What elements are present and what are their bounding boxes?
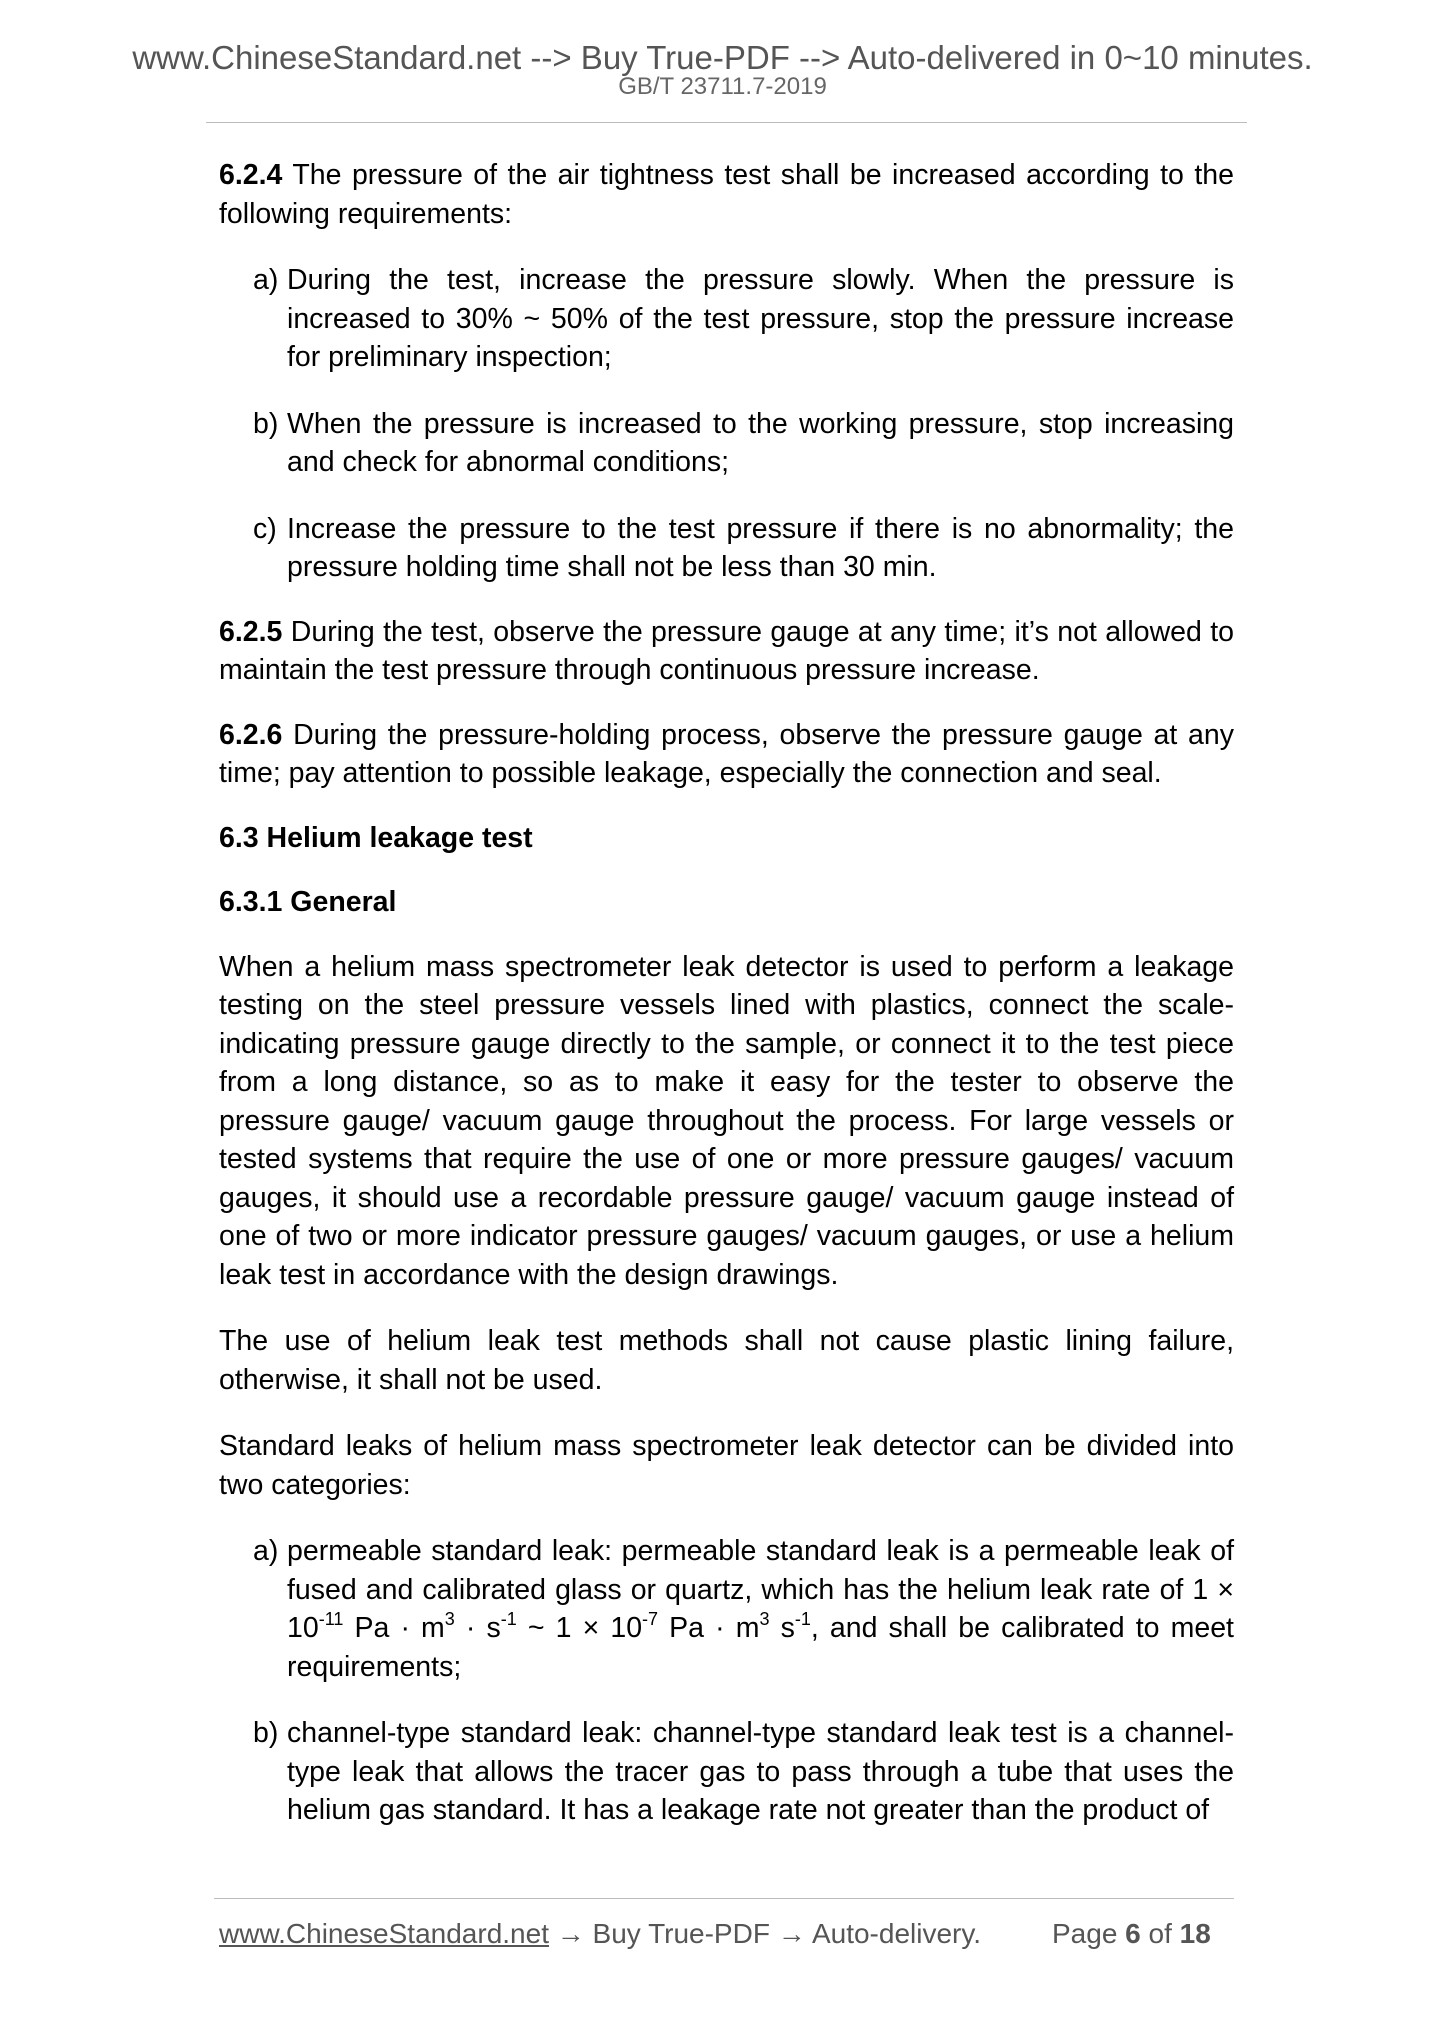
footer-divider [214,1898,1234,1899]
page-of-label: of [1140,1918,1180,1949]
list-text: channel-type standard leak: channel-type standard leak test is a channel-type leak that allows the tracer gas to pass through a tube that uses the helium gas standard. It has a leakage rate not greater than the product of [287,1717,1234,1826]
clause-6-2-4 [219,156,1234,233]
paragraph: The use of helium leak test methods shall not cause plastic lining failure, otherwise, it shall not be used. [219,1325,1234,1396]
section-heading-6-3-1: 6.3.1 General [219,886,397,918]
footer-site-link[interactable]: www.ChineseStandard.net [219,1918,549,1949]
clause-number: 6.2.4 [219,159,283,191]
arrow-icon: → [548,1918,593,1949]
page-number: 6 [1125,1918,1141,1949]
list-text: Increase the pressure to the test pressure if there is no abnormality; the pressure holding time shall not be less than 30 min. [287,512,1234,583]
list-item [219,261,1234,377]
list-label: c) [253,512,277,545]
list-item [219,1532,1234,1686]
clause-number: 6.2.6 [219,718,283,751]
list-item [219,1714,1234,1830]
list-label: a) [253,1535,279,1567]
top-banner[interactable]: www.ChineseStandard.net --> Buy True-PDF --> Auto-delivered in 0~10 minutes. [132,39,1313,76]
footer-auto-text: Auto-delivery. [811,1918,982,1949]
arrow-icon: → [769,1918,812,1949]
clause-text: During the test, observe the pressure gauge at any time; it’s not allowed to maintain the test pressure through continuous pressure increase. [219,615,1234,686]
header-divider [206,122,1247,123]
standard-code: GB/T 23711.7-2019 [618,73,827,100]
list-item [219,405,1234,482]
list-label: b) [253,407,279,440]
page-label: Page [1052,1918,1126,1949]
list-item [219,510,1234,587]
clause-number: 6.2.5 [219,615,283,648]
section-heading-6-3: 6.3 Helium leakage test [219,821,533,854]
paragraph: Standard leaks of helium mass spectrometer leak detector can be divided into two categories: [219,1430,1234,1501]
clause-text: During the pressure-holding process, observe the pressure gauge at any time; pay attention to possible leakage, especially the connection and seal. [219,718,1234,789]
page-total: 18 [1179,1918,1211,1949]
list-text: permeable standard leak: permeable standard leak is a permeable leak of fused and calibrated glass or quartz, which has the helium leak rate of $1 \times 10^{-11}$ $Pa \cdot m^3 \cdot s^{-1}$ ~ $1 \times 10^{-7}$ $Pa \cdot m^3$ $s^{-1}$, and shall be calibrated to meet requirements; [287,1535,1234,1683]
footer-links [219,1917,981,1951]
page-indicator [1052,1917,1211,1951]
clause-text: The pressure of the air tightness test shall be increased according to the following requirements: [219,159,1234,230]
clause-6-2-5 [219,613,1234,690]
list-label: b) [253,1717,279,1749]
list-label: a) [253,264,279,296]
document-body [219,156,1234,1858]
list-text: During the test, increase the pressure slowly. When the pressure is increased to 30% ~ 50% of the test pressure, stop the pressure increase for preliminary inspection; [287,264,1234,373]
footer-buy-text: Buy True-PDF [592,1918,770,1949]
list-text: When the pressure is increased to the working pressure, stop increasing and check for abnormal conditions; [287,407,1234,478]
paragraph: When a helium mass spectrometer leak detector is used to perform a leakage testing on the steel pressure vessels lined with plastics, connect the scale-indicating pressure gauge directly to the sample, or connect it to the test piece from a long distance, so as to make it easy for the tester to observe the pressure gauge/ vacuum gauge throughout the process. For large vessels or tested systems that require the use of one or more pressure gauges/ vacuum gauges, it should use a recordable pressure gauge/ vacuum gauge instead of one of two or more indicator pressure gauges/ vacuum gauges, or use a helium leak test in accordance with the design drawings. [219,950,1234,1291]
clause-6-2-6 [219,716,1234,793]
